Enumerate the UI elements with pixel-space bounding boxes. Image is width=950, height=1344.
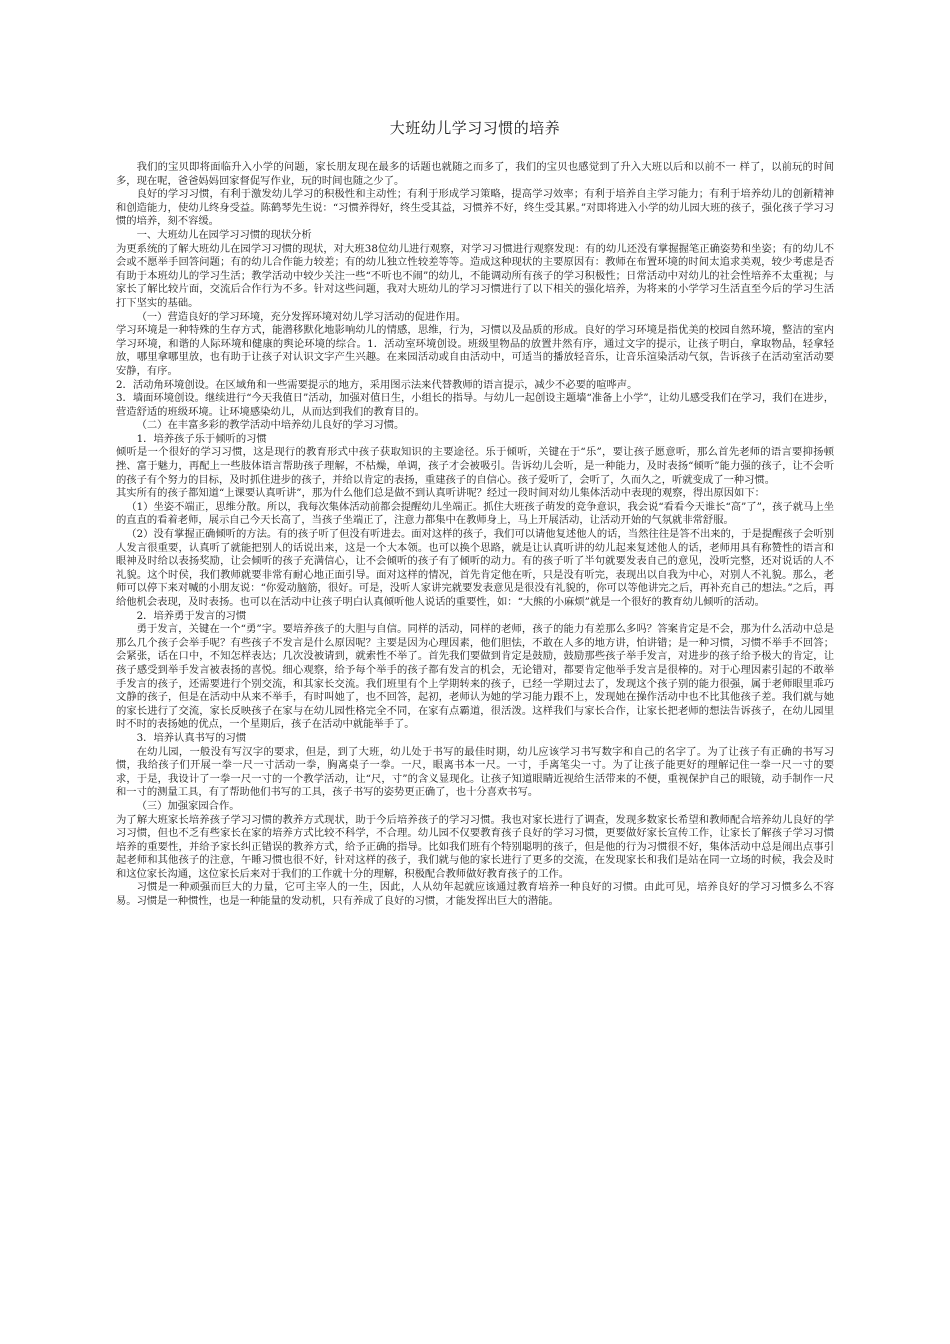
body-paragraph: 1．培养孩子乐于倾听的习惯 [136,432,267,445]
body-paragraph: 习惯是一种顽强而巨大的力量，它可主宰人的一生，因此，人从幼年起就应该通过教育培养一种良好的习惯。由此可见，培养良好的学习习惯多么不容易。习惯是一种惯性，也是一种能量的发动机，只有养成了良好的习惯，才能发挥出巨大的潜能。 [116,881,834,908]
body-paragraph: （一）营造良好的学习环境，充分发挥环境对幼儿学习活动的促进作用。 [136,310,467,323]
body-paragraph: （1）坐姿不端正，思维分散。所以，我每次集体活动前都会提醒幼儿坐端正。抓住大班孩子萌发的竞争意识，我会说“看看今天谁长“高”了”，孩子就马上坐的直直的看着老师，展示自己今天长高了，当孩子坐端正了，注意力都集中在教师身上，马上开展活动，让活动开始的气氛就非常舒服。 [116,500,834,527]
body-paragraph: 3．墙面环境创设。继续进行“今天我值日”活动，加强对值日生，小组长的指导。与幼儿一起创设主题墙“准备上小学”，让幼儿感受我们在学习，我们在进步，营造舒适的班级环境。让环境感染幼儿，从而达到我们的教育目的。 [116,392,834,418]
document-title: 大班幼儿学习习惯的培养 [389,119,561,137]
body-paragraph: 为更系统的了解大班幼儿在园学习习惯的现状，对大班38位幼儿进行观察，对学习习惯进行观察发现：有的幼儿还没有掌握握笔正确姿势和坐姿；有的幼儿不会或不愿举手回答问题；有的幼儿合作能力较差；有的幼儿独立性较差等等。造成这种现状的主要原因有：教师在布置环境的时间太追求美观，较少考虑是否有助于本班幼儿的学习生活；教学活动中较少关注一些“不听也不闹”的幼儿，不能调动所有孩子的学习积极性；日常活动中对幼儿的社会性培养不太重视；与家长了解比较片面，交流后合作行为不多。针对这些问题，我对大班幼儿的学习习惯进行了以下相关的强化培养，为将来的小学学习生活直至今后的学习生活打下坚实的基础。 [116,242,834,309]
body-paragraph: 为了解大班家长培养孩子学习习惯的教养方式现状，助于今后培养孩子的学习习惯。我也对家长进行了调查，发现多数家长希望和教师配合培养幼儿良好的学习习惯，但也不乏有些家长在家的培养方式比较不科学，不合理。幼儿园不仅要教育孩子良好的学习习惯，更要做好家长宣传工作，让家长了解孩子学习习惯培养的重要性，并给予家长纠正错误的教养方式，给予正确的指导。比如我们班有个特别聪明的孩子，但是他的行为习惯很不好，集体活动中总是闹出点事引起老师和其他孩子的注意，午睡习惯也很不好，针对这样的孩子，我们就与他的家长进行了更多的交流，在发现家长和我们是站在同一立场的时候，我会及时和这位家长沟通，这位家长后来对于我们的工作就十分的理解，积极配合教师做好教育孩子的工作。 [116,813,834,880]
body-paragraph: （2）没有掌握正确倾听的方法。有的孩子听了但没有听进去。面对这样的孩子，我们可以请他复述他人的话，当然往往是答不出来的，于是提醒孩子会听别人发言很重要，认真听了就能把别人的话说出来，这是一个大本领。也可以换个思路，就是让认真听讲的幼儿起来复述他人的话，老师用具有称赞性的语言和眼神及时给以表扬奖励，让会倾听的孩子充满信心，让不会倾听的孩子有了倾听的动力。有的孩子听了半句就要发表自己的意见，没听完整，还对说话的人不礼貌。这个时侯，我们教师就要非常有耐心地正面引导。面对这样的情况，首先肯定他在听，只是没有听完，表现出以自我为中心，对别人不礼貌。那么，老师可以停下来对喊的小朋友说：“你爱动脑筋，很好。可是，没听人家讲完就要发表意见是很没有礼貌的，你可以等他讲完之后，再补充自己的想法。”之后，再给他机会表现，及时表扬。也可以在活动中让孩子明白认真倾听他人说话的重要性，如：“大熊的小麻烦”就是一个很好的教育幼儿倾听的活动。 [116,528,834,608]
body-paragraph: 2．活动角环境创设。在区域角和一些需要提示的地方，采用图示法来代替教师的语言提示，减少不必要的喧哗声。 [116,378,638,391]
document-body [116,161,834,909]
body-paragraph: 其实所有的孩子都知道“上课要认真听讲”，那为什么他们总是做不到认真听讲呢？经过一段时间对幼儿集体活动中表现的观察，得出原因如下： [116,487,765,500]
body-paragraph: 我们的宝贝即将面临升入小学的问题，家长朋友现在最多的话题也就随之而多了，我们的宝贝也感觉到了升入大班以后和以前不一 样了，以前玩的时间多，现在呢，爸爸妈妈回家督促写作业，玩的时间也随之少了。 [116,161,834,187]
body-paragraph: 2．培养勇于发言的习惯 [136,609,247,622]
body-paragraph: 良好的学习习惯，有利于激发幼儿学习的积极性和主动性；有利于形成学习策略，提高学习效率；有利于培养自主学习能力；有利于培养幼儿的创新精神和创造能力，使幼儿终身受益。陈鹤琴先生说：“习惯养得好，终生受其益，习惯养不好，终生受其累。”对即将进入小学的幼儿园大班的孩子，强化孩子学习习惯的培养，刻不容缓。 [116,188,834,228]
body-paragraph: （三）加强家园合作。 [136,799,240,812]
body-paragraph: （二）在丰富多彩的教学活动中培养幼儿良好的学习习惯。 [136,419,405,432]
body-paragraph: 学习环境是一种特殊的生存方式，能潜移默化地影响幼儿的情感，思维，行为，习惯以及品质的形成。良好的学习环境是指优美的校园自然环境，整洁的室内学习环境，和谐的人际环境和健康的舆论环境的综合。1．活动室环境创设。班级里物品的放置井然有序，通过文字的提示，让孩子明白，拿取物品，轻拿轻放，哪里拿哪里放，也有助于让孩子对认识文字产生兴趣。在来园活动或自由活动中，可适当的播放轻音乐，让音乐渲染活动气氛，告诉孩子在活动室活动要安静，有序。 [116,324,834,377]
document-page [116,118,834,909]
body-paragraph: 一、大班幼儿在园学习习惯的现状分析 [136,228,312,241]
body-paragraph: 倾听是一个很好的学习习惯，这是现行的教育形式中孩子获取知识的主要途径。乐于倾听，关键在于“乐”，要让孩子愿意听，那么首先老师的语言要抑扬顿挫、富于魅力，再配上一些肢体语言帮助孩子理解，不枯燥，单调，孩子才会被吸引。告诉幼儿会听，是一种能力，及时表扬“倾听”能力强的孩子，让不会听的孩子有个努力的目标，及时抓住进步的孩子，并给以肯定的表扬，重建孩子的自信心。孩子爱听了，会听了，久而久之，听就变成了一种习惯。 [116,446,834,486]
body-paragraph: 3．培养认真书写的习惯 [136,731,247,744]
body-paragraph: 勇于发言，关键在一个“勇”字。要培养孩子的大胆与自信。同样的活动，同样的老师，孩子的能力有差那么多吗？答案肯定是不会，那为什么活动中总是那么几个孩子会举手呢？有些孩子不发言是什么原因呢？主要是因为心理因素，他们胆怯，不敢在人多的地方讲，怕讲错；是一种习惯，习惯不举手不回答；会紧张，话在口中，不知怎样表达；几次没被请到，就索性不举了。首先我们要做到肯定是鼓励，鼓励那些孩子举手发言，对进步的孩子给予极大的肯定，让孩子感受到举手发言被表扬的喜悦。细心观察，给予每个举手的孩子都有发言的机会，无论错对，都要肯定他举手发言是很棒的。对于心理因素引起的不敢举手发言的孩子，还需要进行个别交流，和其家长交流。我们班里有个上学期转来的孩子，已经一学期过去了，发现这个孩子别的能力很强，属于老师眼里乖巧文静的孩子，但是在活动中从来不举手，有时叫她了，也不回答，起初，老师认为她的学习能力跟不上，发现她在操作活动中也不比其他孩子差。我们就与她的家长进行了交流，家长反映孩子在家与在幼儿园性格完全不同，在家有点霸道，很活泼。这样我们与家长合作，让家长把老师的想法告诉孩子，在幼儿园里时不时的表扬她的优点，一个星期后，孩子在活动中就能举手了。 [116,623,834,731]
body-paragraph: 在幼儿园，一般没有写汉字的要求，但是，到了大班，幼儿处于书写的最佳时期，幼儿应该学习书写数字和自己的名字了。为了让孩子有正确的书写习惯，我给孩子们开展一拳一尺一寸活动一拳，胸离桌子一拳。一尺，眼离书本一尺。一寸，手离笔尖一寸。为了让孩子能更好的理解记住一拳一尺一寸的要求，于是，我设计了一拳一尺一寸的一个教学活动，让“尺，寸”的含义显现化。让孩子知道眼睛近视给生活带来的不便，重视保护自己的眼镜，动手制作一尺和一寸的测量工具，有了帮助他们书写的工具，孩子书写的姿势更正确了，也十分喜欢书写。 [116,745,834,799]
